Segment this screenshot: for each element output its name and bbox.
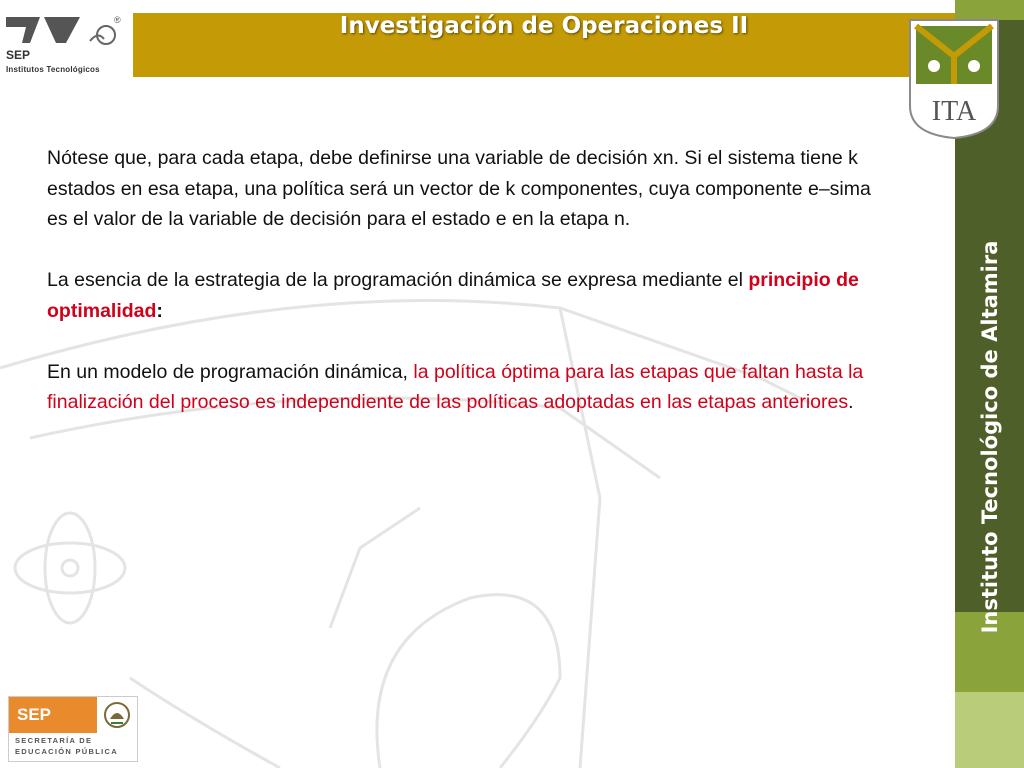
footer-line-2: EDUCACIÓN PÚBLICA [15,747,118,756]
sep-footer-label: SEP [9,697,97,733]
paragraph-2-text: La esencia de la estrategia de la programación dinámica se expresa mediante el [47,269,749,291]
paragraph-3 [47,357,887,418]
paragraph-2-colon: : [156,299,163,322]
paragraph-2 [47,265,887,326]
page-title: Investigación de Operaciones II [339,13,749,39]
sep-footer-logo [8,696,138,762]
principle-highlight: principio de optimalidad [47,269,859,322]
slide-content [47,143,887,448]
logo-sep-label: SEP [6,48,31,62]
footer-line-1: SECRETARÍA DE [15,736,93,745]
paragraph-3-text: En un modelo de programación dinámica, [47,360,414,383]
paragraph-3-period: . [848,391,854,413]
sep-it-logo [0,13,133,77]
logo-subtitle: Institutos Tecnológicos [6,65,100,74]
mexico-eagle-icon [103,701,131,729]
paragraph-1: Nótese que, para cada etapa, debe definirse una variable de decisión xn. Si el sistema tiene k estados en esa etapa, una política será un vector de k componentes, cuya componente e–sima es el valor de la variable de decisión para el estado e en la etapa n. [47,147,871,230]
sep-emblem-icon [0,13,120,49]
ita-logo-text: ITA [931,96,977,127]
ita-shield-logo [906,16,1002,140]
registered-mark: ® [114,15,121,25]
principle-statement: la política óptima para las etapas que faltan hasta la finalización del proceso es independiente de las políticas adoptadas en las etapas anteriores [47,360,864,413]
sidebar-stripe-bottom [955,692,1024,768]
institution-name: Instituto Tecnológico de Altamira [978,240,1002,634]
